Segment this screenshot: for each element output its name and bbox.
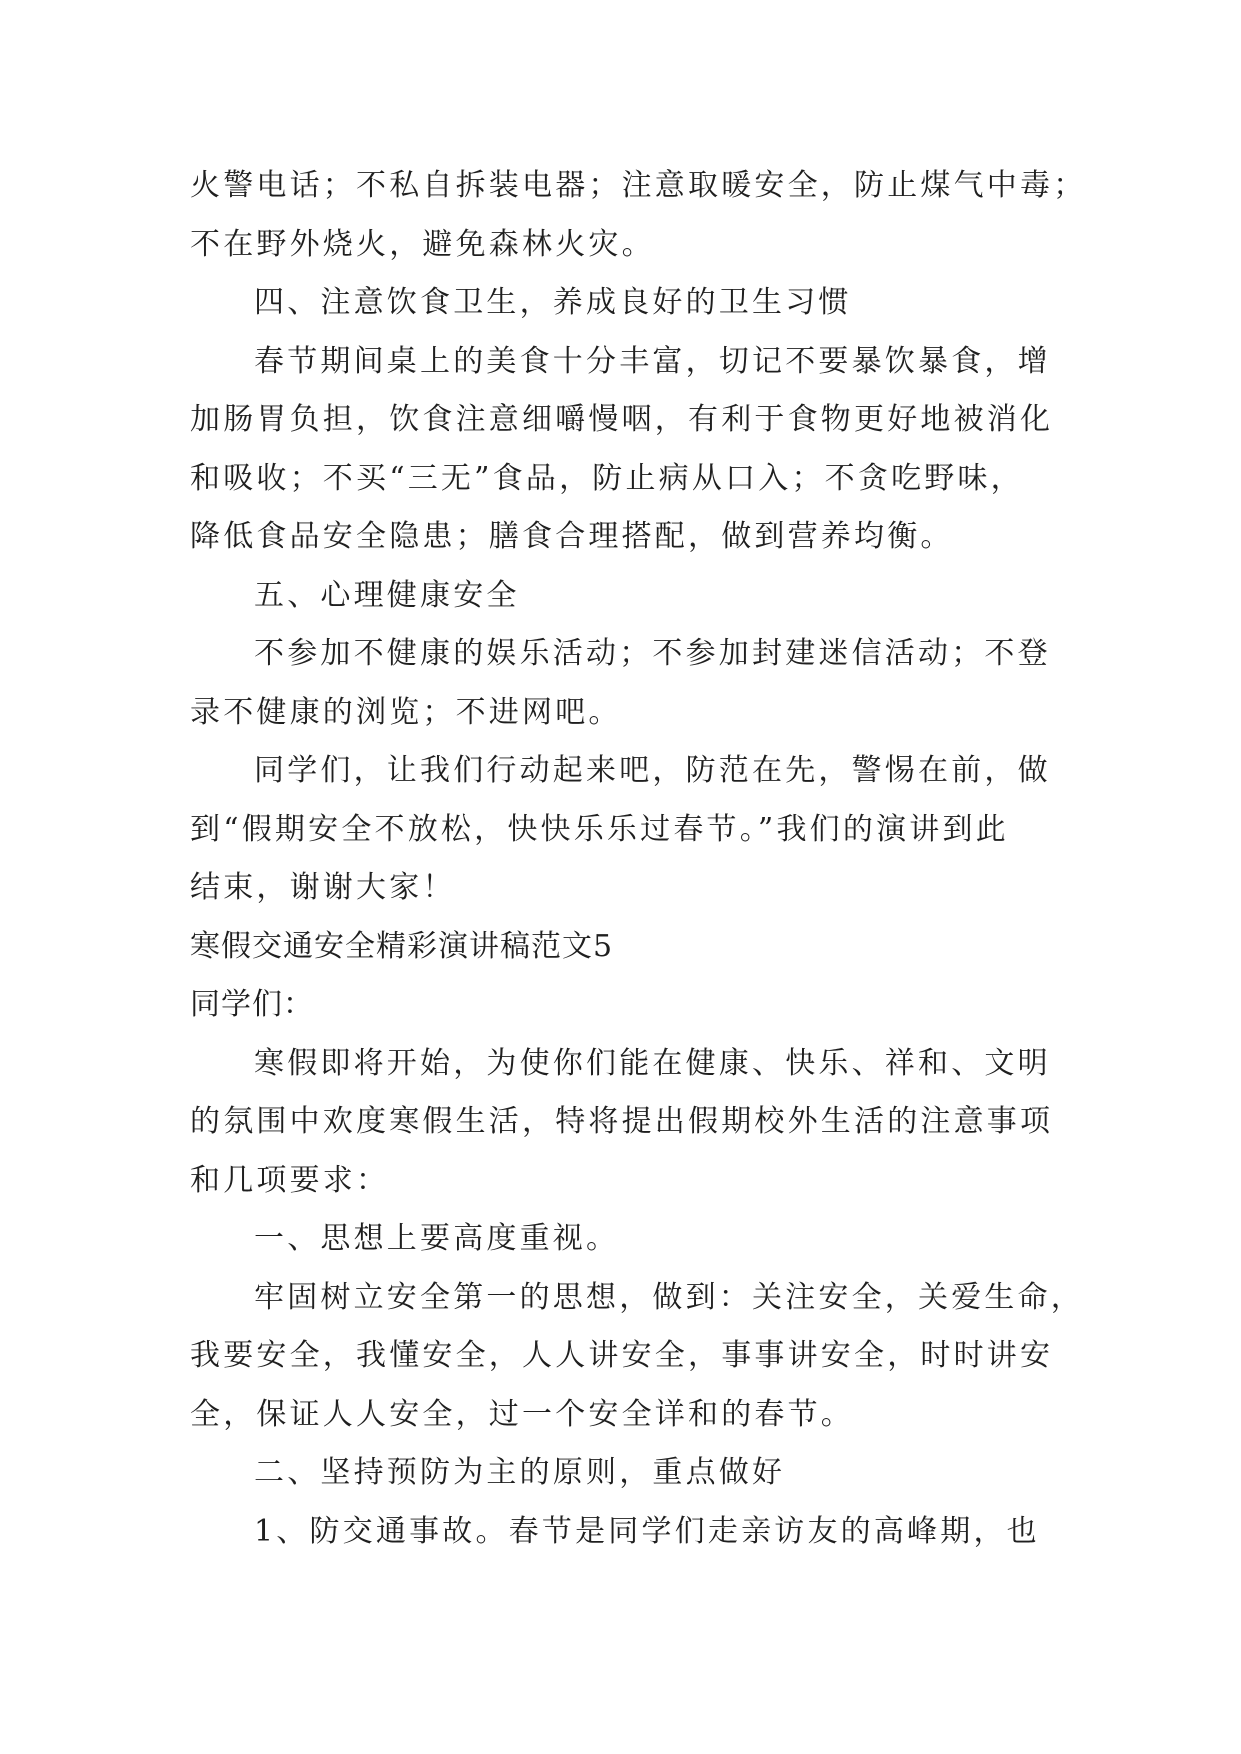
text-line: 和吸收；不买“三无”食品，防止病从口入；不贪吃野味， [190,460,1024,496]
text-line: 火警电话；不私自拆装电器；注意取暖安全，防止煤气中毒； [190,168,1087,203]
article-title: 寒假交通安全精彩演讲稿范文5 [190,928,614,964]
section-heading: 五、心理健康安全 [254,577,520,613]
text-line: 和几项要求： [190,1162,390,1198]
text-line: 我要安全，我懂安全，人人讲安全，事事讲安全，时时讲安 [190,1338,1054,1373]
section-heading: 二、坚持预防为主的原则，重点做好 [254,1455,786,1490]
text-line: 春节期间桌上的美食十分丰富，切记不要暴饮暴食，增 [254,343,1051,379]
text-line: 降低食品安全隐患；膳食合理搭配，做到营养均衡。 [190,519,954,554]
document-page [190,157,1087,1561]
text-line: 到“假期安全不放松，快快乐乐过春节。”我们的演讲到此 [190,811,1009,847]
text-line: 录不健康的浏览；不进网吧。 [190,694,622,730]
text-line: 寒假即将开始，为使你们能在健康、快乐、祥和、文明 [254,1045,1051,1081]
text-line: 加肠胃负担，饮食注意细嚼慢咽，有利于食物更好地被消化 [190,402,1054,437]
text-line: 同学们，让我们行动起来吧，防范在先，警惕在前，做 [254,753,1051,788]
text-line: 的氛围中欢度寒假生活，特将提出假期校外生活的注意事项 [190,1104,1054,1139]
text-line: 不在野外烧火，避免森林火灾。 [190,226,655,262]
text-line: 全，保证人人安全，过一个安全详和的春节。 [190,1396,854,1432]
section-heading: 四、注意饮食卫生，养成良好的卫生习惯 [254,285,852,320]
text-line: 1、防交通事故。春节是同学们走亲访友的高峰期，也 [254,1513,1040,1549]
section-heading: 一、思想上要高度重视。 [254,1221,620,1256]
salutation: 同学们： [190,987,314,1022]
text-line: 不参加不健康的娱乐活动；不参加封建迷信活动；不登 [254,636,1051,671]
text-line: 结束，谢谢大家！ [190,870,456,905]
text-line: 牢固树立安全第一的思想，做到：关注安全，关爱生命， [254,1279,1084,1315]
